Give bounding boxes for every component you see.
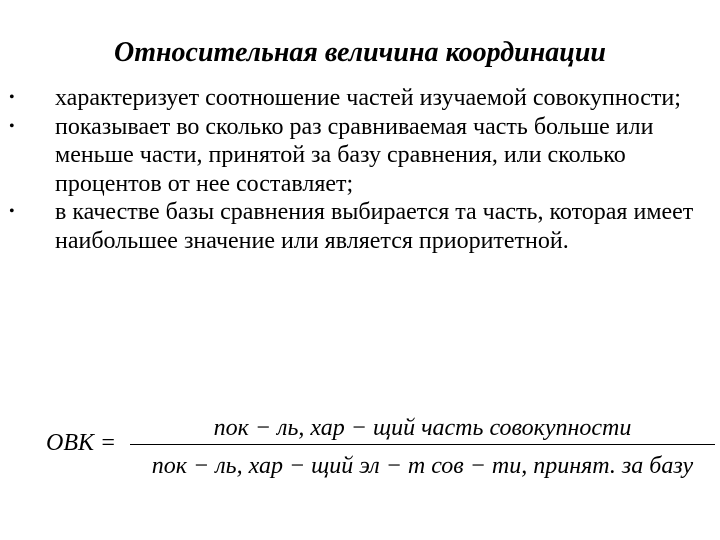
fraction-bar (130, 444, 715, 445)
slide-title: Относительная величина координации (114, 37, 606, 68)
bullet-marker: • (9, 89, 15, 106)
formula-denominator: пок − ль, хар − щий эл − т сов − ти, принят. за базу (151, 453, 694, 479)
formula-numerator: пок − ль, хар − щий часть совокупности (213, 415, 632, 441)
bullet-text: показывает во сколько раз сравниваемая часть больше или меньше части, принятой за базу сравнения, или сколько процентов от нее составляет; (55, 113, 654, 197)
bullet-marker: • (9, 117, 15, 135)
bullet-text: в качестве базы сравнения выбирается та часть, которая имеет наибольшее значение или является приоритетной. (55, 199, 694, 254)
formula-lhs: ОВК = (46, 430, 117, 456)
bullet-marker: • (9, 203, 15, 220)
bullet-text: характеризует соотношение частей изучаемой совокупности; (55, 85, 681, 111)
